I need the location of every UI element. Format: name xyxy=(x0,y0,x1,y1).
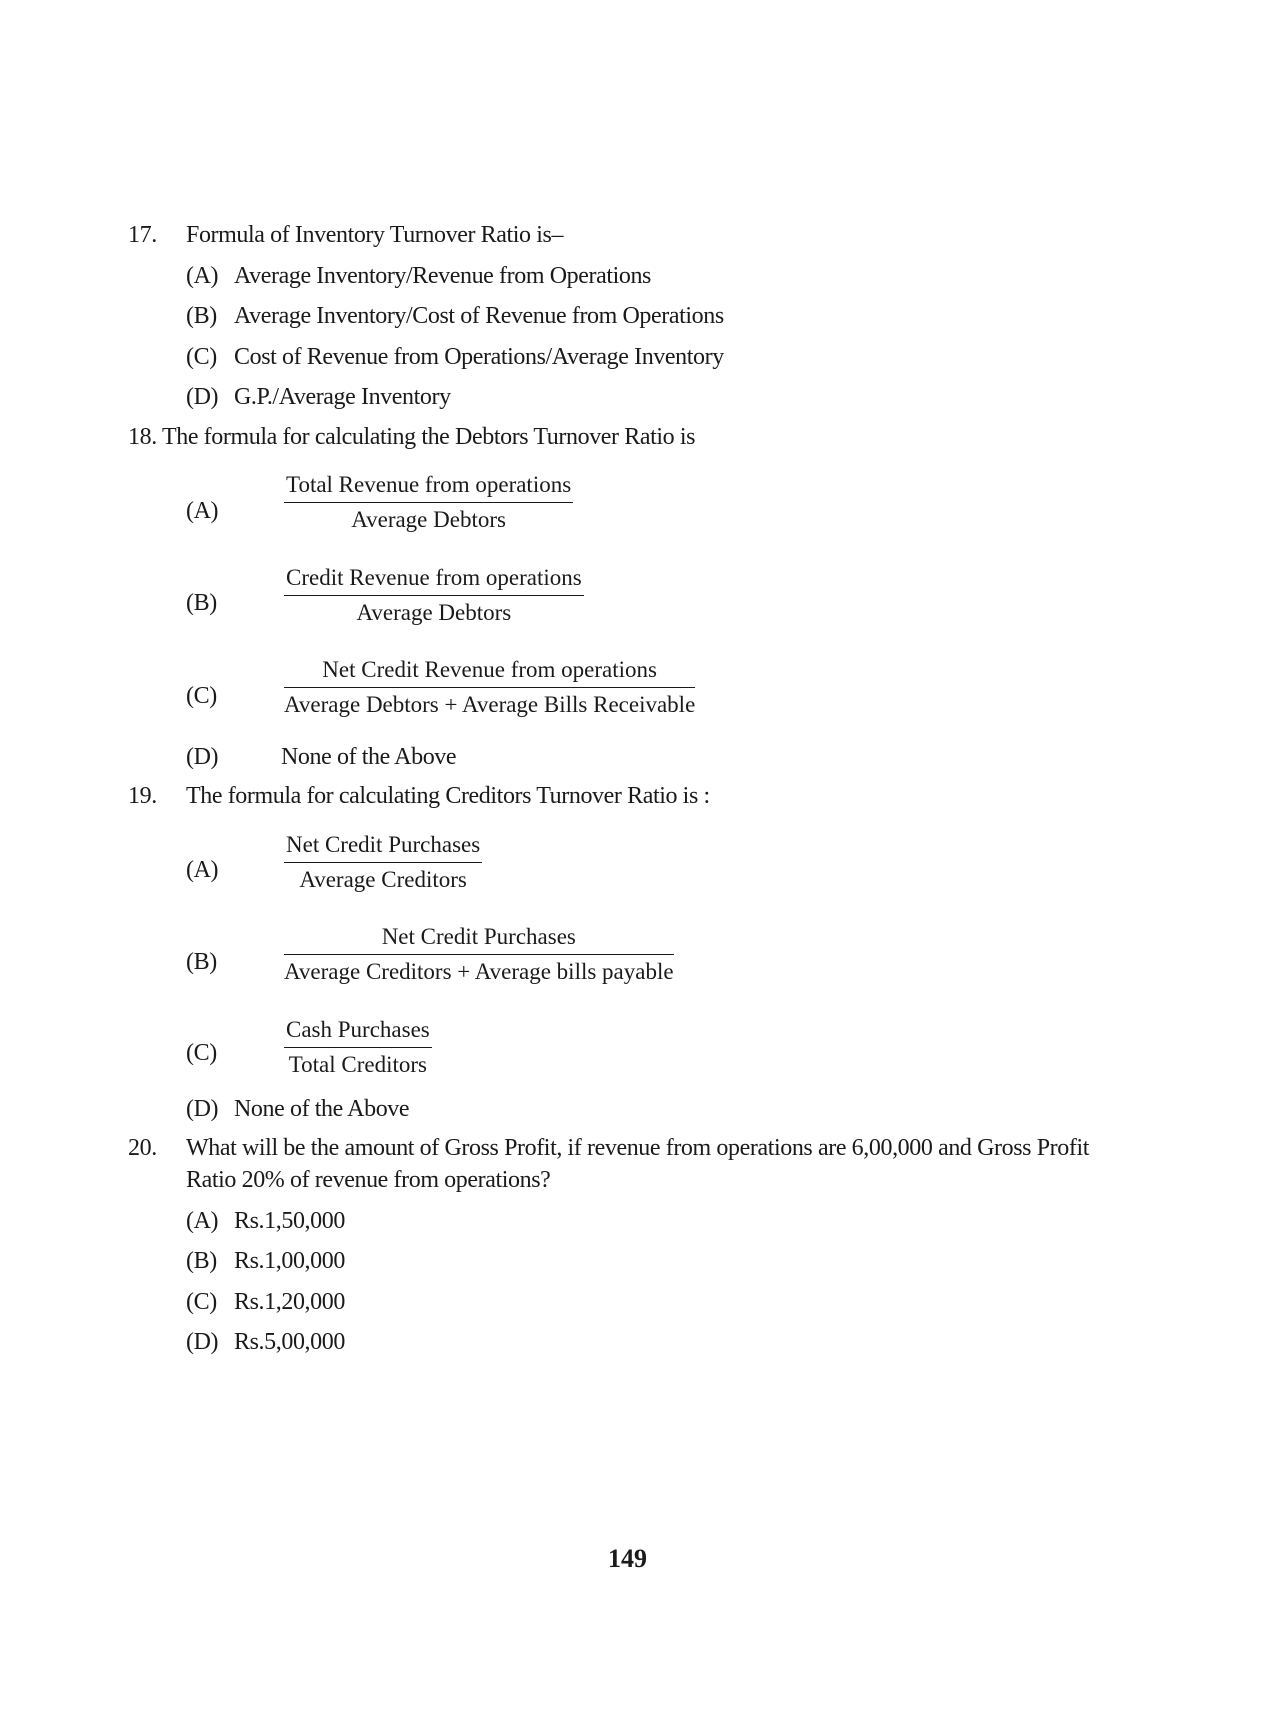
q19-option-c-label: (C) xyxy=(186,1040,217,1066)
q18-option-d-text: None of the Above xyxy=(281,744,457,770)
q18-option-b-fraction xyxy=(284,564,584,627)
q19-option-a-numerator: Net Credit Purchases xyxy=(284,831,482,863)
q19-option-b-fraction xyxy=(284,923,674,986)
q20-option-d-label: (D) xyxy=(186,1329,219,1355)
q19-option-d-text: None of the Above xyxy=(234,1096,410,1122)
q17-option-b-label: (B) xyxy=(186,303,217,329)
q18-option-c-label: (C) xyxy=(186,683,217,709)
q20-option-a-text: Rs.1,50,000 xyxy=(234,1208,345,1234)
q20-option-b-text: Rs.1,00,000 xyxy=(234,1248,345,1274)
q17-option-d-label: (D) xyxy=(186,384,219,410)
q20-option-a-label: (A) xyxy=(186,1208,219,1234)
q17-option-b-text: Average Inventory/Cost of Revenue from Operations xyxy=(234,303,724,329)
q20-option-c-text: Rs.1,20,000 xyxy=(234,1289,345,1315)
q19-option-a-label: (A) xyxy=(186,857,219,883)
q17-option-a-label: (A) xyxy=(186,263,219,289)
q18-option-a-fraction xyxy=(284,471,573,534)
q17-option-c-label: (C) xyxy=(186,344,217,370)
q19-text: The formula for calculating Creditors Turnover Ratio is : xyxy=(186,783,710,809)
q18-option-d-label: (D) xyxy=(186,744,219,770)
q18-option-a-denominator: Average Debtors xyxy=(351,507,506,532)
q18-text: 18. The formula for calculating the Debtors Turnover Ratio is xyxy=(128,424,696,450)
q19-option-c-fraction xyxy=(284,1016,432,1079)
page-number: 149 xyxy=(608,1544,647,1573)
q20-text-line-1: What will be the amount of Gross Profit, if revenue from operations are 6,00,000 and Gross Profit xyxy=(186,1135,1089,1161)
q19-option-b-label: (B) xyxy=(186,949,217,975)
q17-number: 17. xyxy=(128,222,157,248)
q18-option-a-label: (A) xyxy=(186,498,219,524)
q20-option-c-label: (C) xyxy=(186,1289,217,1315)
q18-option-c-numerator: Net Credit Revenue from operations xyxy=(284,656,695,688)
q19-option-a-denominator: Average Creditors xyxy=(299,867,467,892)
q20-option-d-text: Rs.5,00,000 xyxy=(234,1329,345,1355)
q19-number: 19. xyxy=(128,783,157,809)
q20-option-b-label: (B) xyxy=(186,1248,217,1274)
q18-option-b-label: (B) xyxy=(186,590,217,616)
q18-option-b-numerator: Credit Revenue from operations xyxy=(284,564,584,596)
q19-option-b-denominator: Average Creditors + Average bills payable xyxy=(284,959,674,984)
q19-option-c-numerator: Cash Purchases xyxy=(284,1016,432,1048)
q18-option-a-numerator: Total Revenue from operations xyxy=(284,471,573,503)
q17-option-d-text: G.P./Average Inventory xyxy=(234,384,451,410)
q17-option-c-text: Cost of Revenue from Operations/Average Inventory xyxy=(234,344,724,370)
q18-option-c-denominator: Average Debtors + Average Bills Receivable xyxy=(284,692,696,717)
q19-option-d-label: (D) xyxy=(186,1096,219,1122)
q19-option-a-fraction xyxy=(284,831,482,894)
q20-text-line-2: Ratio 20% of revenue from operations? xyxy=(186,1167,551,1193)
q20-number: 20. xyxy=(128,1135,157,1161)
q17-text: Formula of Inventory Turnover Ratio is– xyxy=(186,222,564,248)
q18-option-b-denominator: Average Debtors xyxy=(356,600,512,625)
q19-option-b-numerator: Net Credit Purchases xyxy=(284,923,674,955)
q19-option-c-denominator: Total Creditors xyxy=(288,1052,427,1077)
q18-option-c-fraction xyxy=(284,656,695,719)
q17-option-a-text: Average Inventory/Revenue from Operations xyxy=(234,263,651,289)
